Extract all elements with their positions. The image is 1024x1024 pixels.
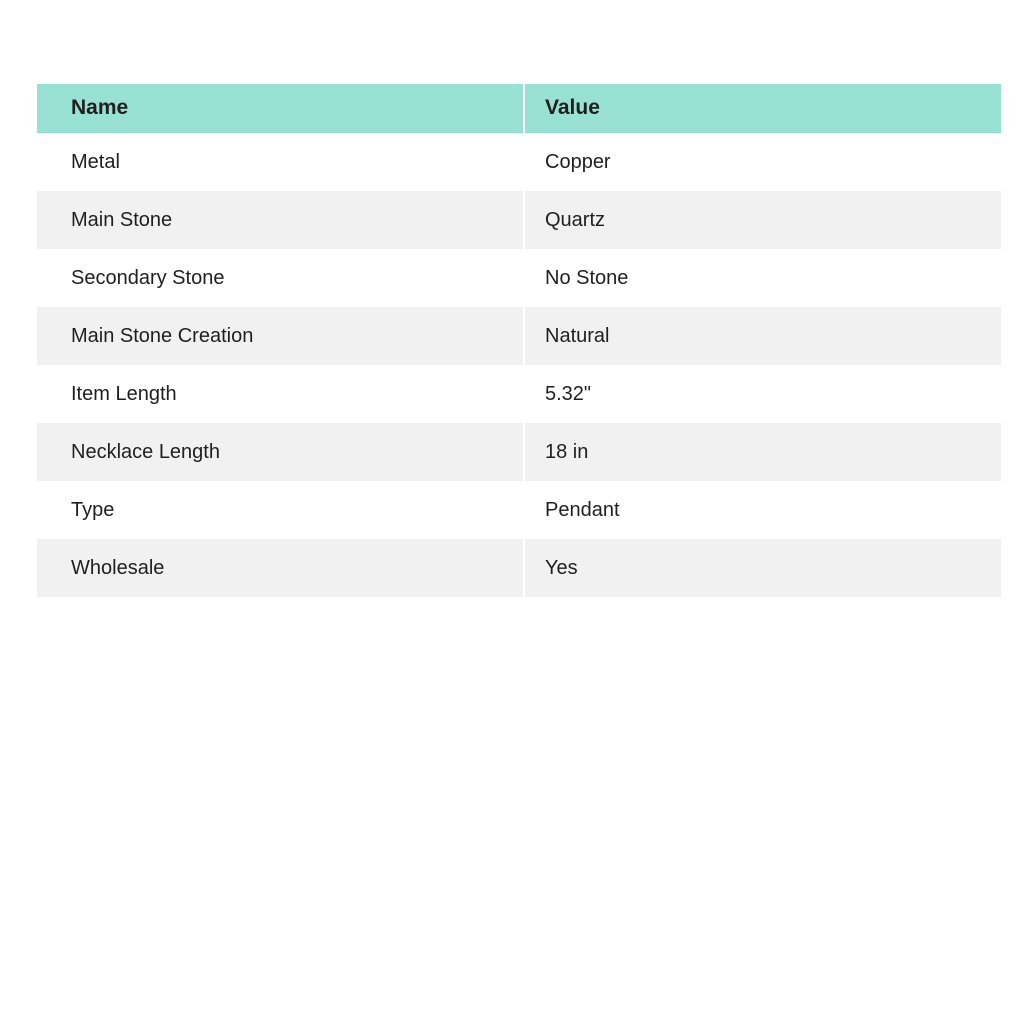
column-header-value: Value (525, 84, 1001, 133)
spec-value-cell: 18 in (525, 423, 1001, 481)
spec-value-cell: Quartz (525, 191, 1001, 249)
table-row (37, 191, 1001, 249)
spec-value-cell: No Stone (525, 249, 1001, 307)
product-spec-table (37, 84, 1001, 597)
spec-value-cell: Copper (525, 133, 1001, 191)
table-row (37, 249, 1001, 307)
spec-value-cell: Natural (525, 307, 1001, 365)
spec-value-cell: Pendant (525, 481, 1001, 539)
column-header-name: Name (37, 84, 523, 133)
spec-name-cell: Secondary Stone (37, 249, 523, 307)
table-body (37, 133, 1001, 597)
spec-name-cell: Wholesale (37, 539, 523, 597)
table-row (37, 133, 1001, 191)
table-row (37, 307, 1001, 365)
table-row (37, 365, 1001, 423)
spec-name-cell: Type (37, 481, 523, 539)
spec-name-cell: Main Stone Creation (37, 307, 523, 365)
spec-value-cell: 5.32" (525, 365, 1001, 423)
spec-name-cell: Main Stone (37, 191, 523, 249)
table-row (37, 423, 1001, 481)
spec-name-cell: Metal (37, 133, 523, 191)
spec-name-cell: Necklace Length (37, 423, 523, 481)
spec-name-cell: Item Length (37, 365, 523, 423)
table-row (37, 539, 1001, 597)
spec-value-cell: Yes (525, 539, 1001, 597)
table-header-row (37, 84, 1001, 133)
table-row (37, 481, 1001, 539)
